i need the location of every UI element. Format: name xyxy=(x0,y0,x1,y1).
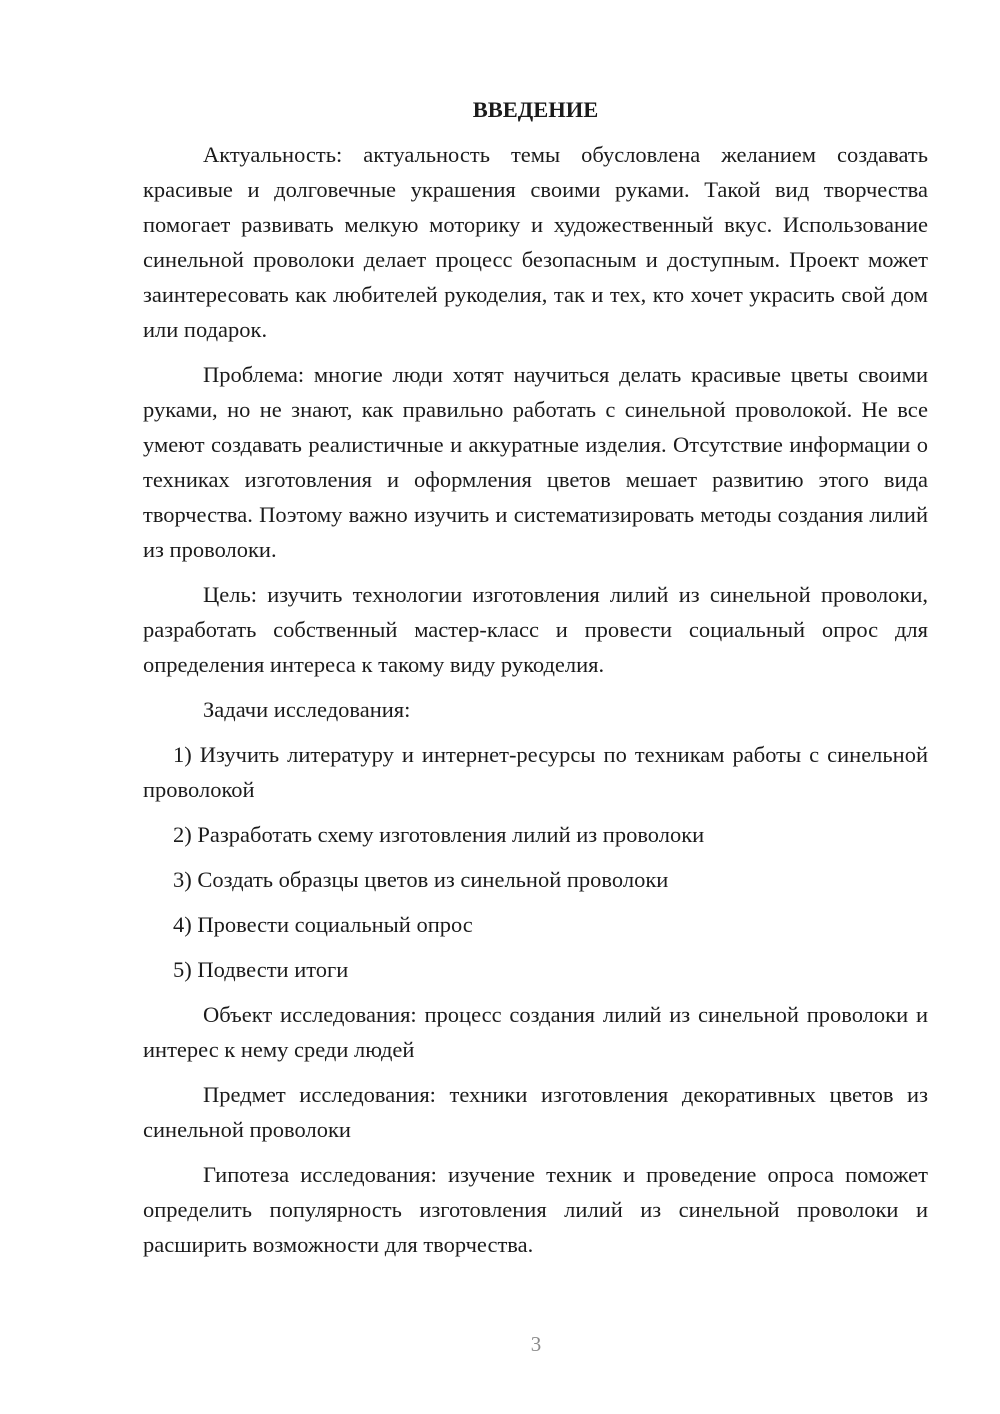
page-content xyxy=(143,92,928,1272)
subject-paragraph: Предмет исследования: техники изготовления декоративных цветов из синельной проволоки xyxy=(143,1082,928,1142)
section-heading: ВВЕДЕНИЕ xyxy=(472,97,599,122)
task-item-3: 3) Создать образцы цветов из синельной проволоки xyxy=(173,867,669,892)
hypothesis-paragraph: Гипотеза исследования: изучение техник и проведение опроса поможет определить популярность изготовления лилий из синельной проволоки и расширить возможности для творчества. xyxy=(143,1162,928,1257)
task-item-2: 2) Разработать схему изготовления лилий из проволоки xyxy=(173,822,705,847)
tasks-list xyxy=(143,737,928,987)
task-item-5: 5) Подвести итоги xyxy=(173,957,349,982)
page-number: 3 xyxy=(530,1332,542,1356)
relevance-paragraph: Актуальность: актуальность темы обусловлена желанием создавать красивые и долговечные украшения своими руками. Такой вид творчества помогает развивать мелкую моторику и художественный вкус. Использование синельной проволоки делает процесс безопасным и доступным. Проект может заинтересовать как любителей рукоделия, так и тех, кто хочет украсить свой дом или подарок. xyxy=(143,142,928,342)
task-item-1: 1) Изучить литературу и интернет-ресурсы по техникам работы с синельной проволокой xyxy=(143,742,928,802)
tasks-title: Задачи исследования: xyxy=(203,697,411,722)
problem-paragraph: Проблема: многие люди хотят научиться делать красивые цветы своими руками, но не знают, как правильно работать с синельной проволокой. Не все умеют создавать реалистичные и аккуратные изделия. Отсутствие информации о техниках изготовления и оформления цветов мешает развитию этого вида творчества. Поэтому важно изучить и систематизировать методы создания лилий из проволоки. xyxy=(143,362,928,562)
goal-paragraph: Цель: изучить технологии изготовления лилий из синельной проволоки, разработать собственный мастер-класс и провести социальный опрос для определения интереса к такому виду рукоделия. xyxy=(143,582,928,677)
task-item-4: 4) Провести социальный опрос xyxy=(173,912,473,937)
object-paragraph: Объект исследования: процесс создания лилий из синельной проволоки и интерес к нему среди людей xyxy=(143,1002,928,1062)
